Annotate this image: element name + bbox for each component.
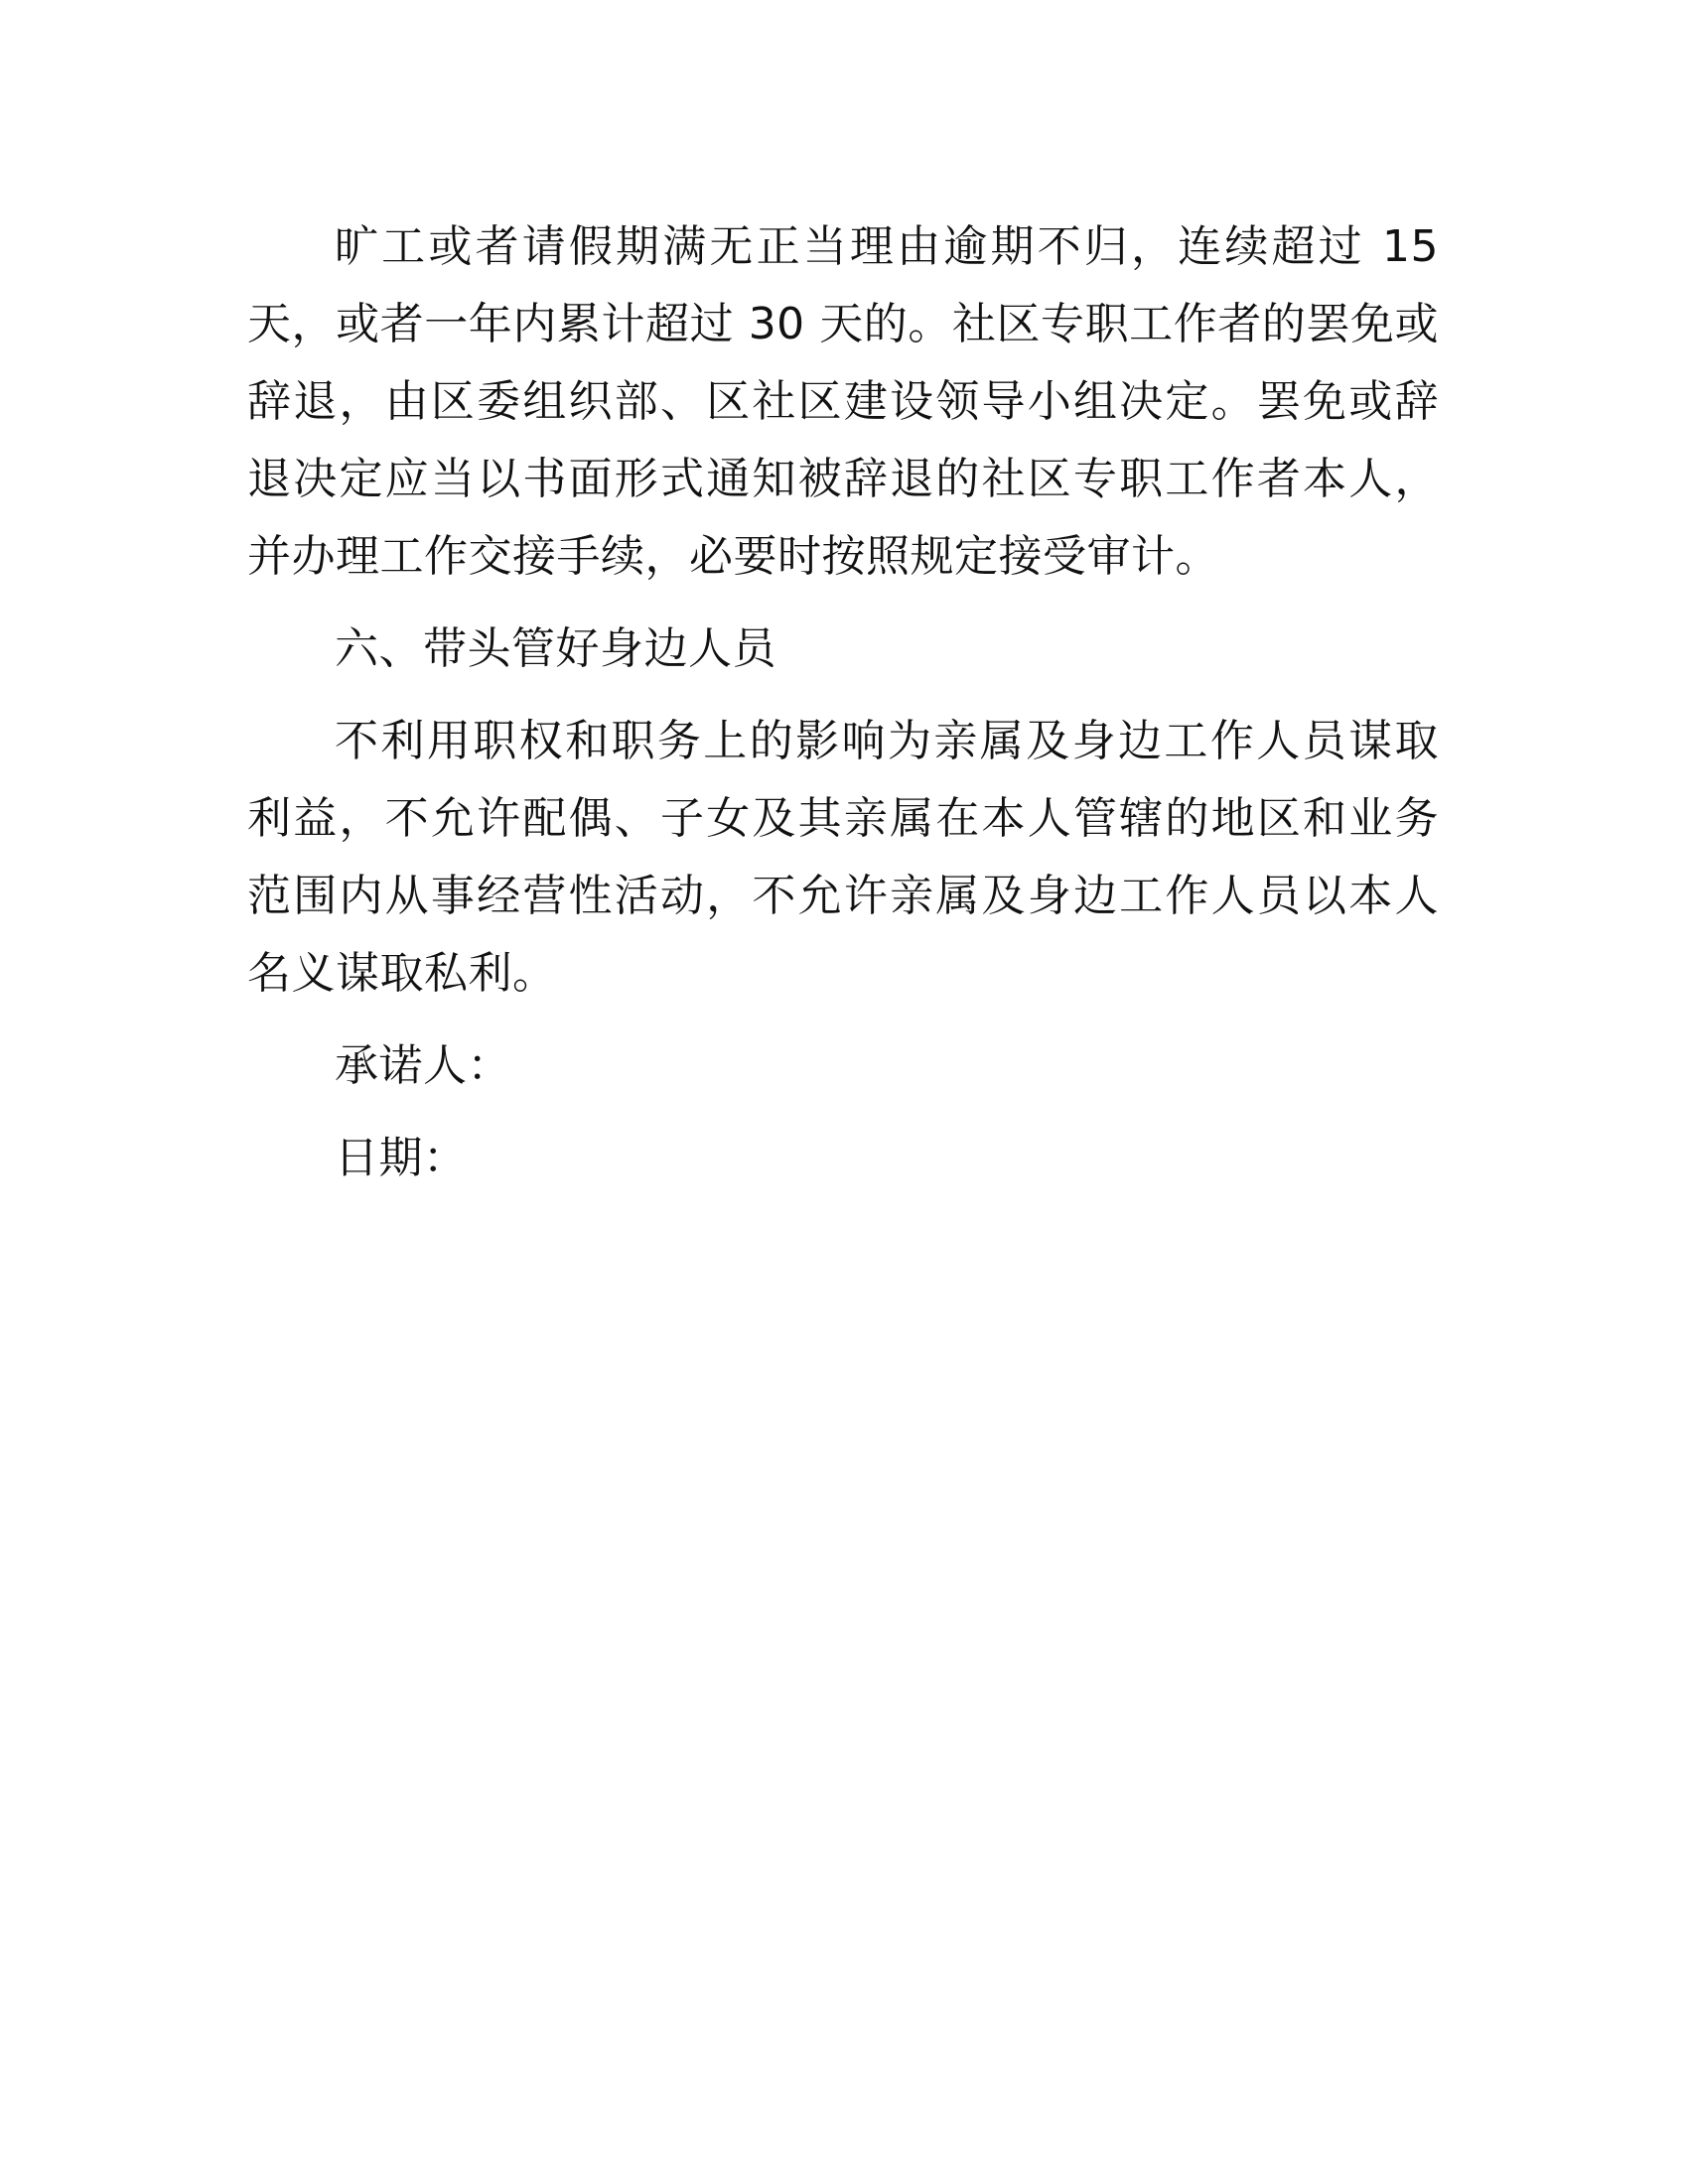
date-line: 日期：: [335, 1133, 468, 1183]
section-heading-six: 六、带头管好身边人员: [335, 623, 776, 674]
document-body: [247, 208, 1439, 1212]
promisor-line: 承诺人：: [335, 1040, 511, 1091]
dismissal-paragraph: 旷工或者请假期满无正当理由逾期不归，连续超过 15 天，或者一年内累计超过 30 天的。社区专职工作者的罢免或辞退，由区委组织部、区社区建设领导小组决定。罢免或辞退决定应当以书面形式通知被辞退的社区专职工作者本人，并办理工作交接手续，必要时按照规定接受审计。: [247, 221, 1439, 582]
relatives-paragraph: 不利用职权和职务上的影响为亲属及身边工作人员谋取利益，不允许配偶、子女及其亲属在本人管辖的地区和业务范围内从事经营性活动，不允许亲属及身边工作人员以本人名义谋取私利。: [247, 716, 1439, 999]
